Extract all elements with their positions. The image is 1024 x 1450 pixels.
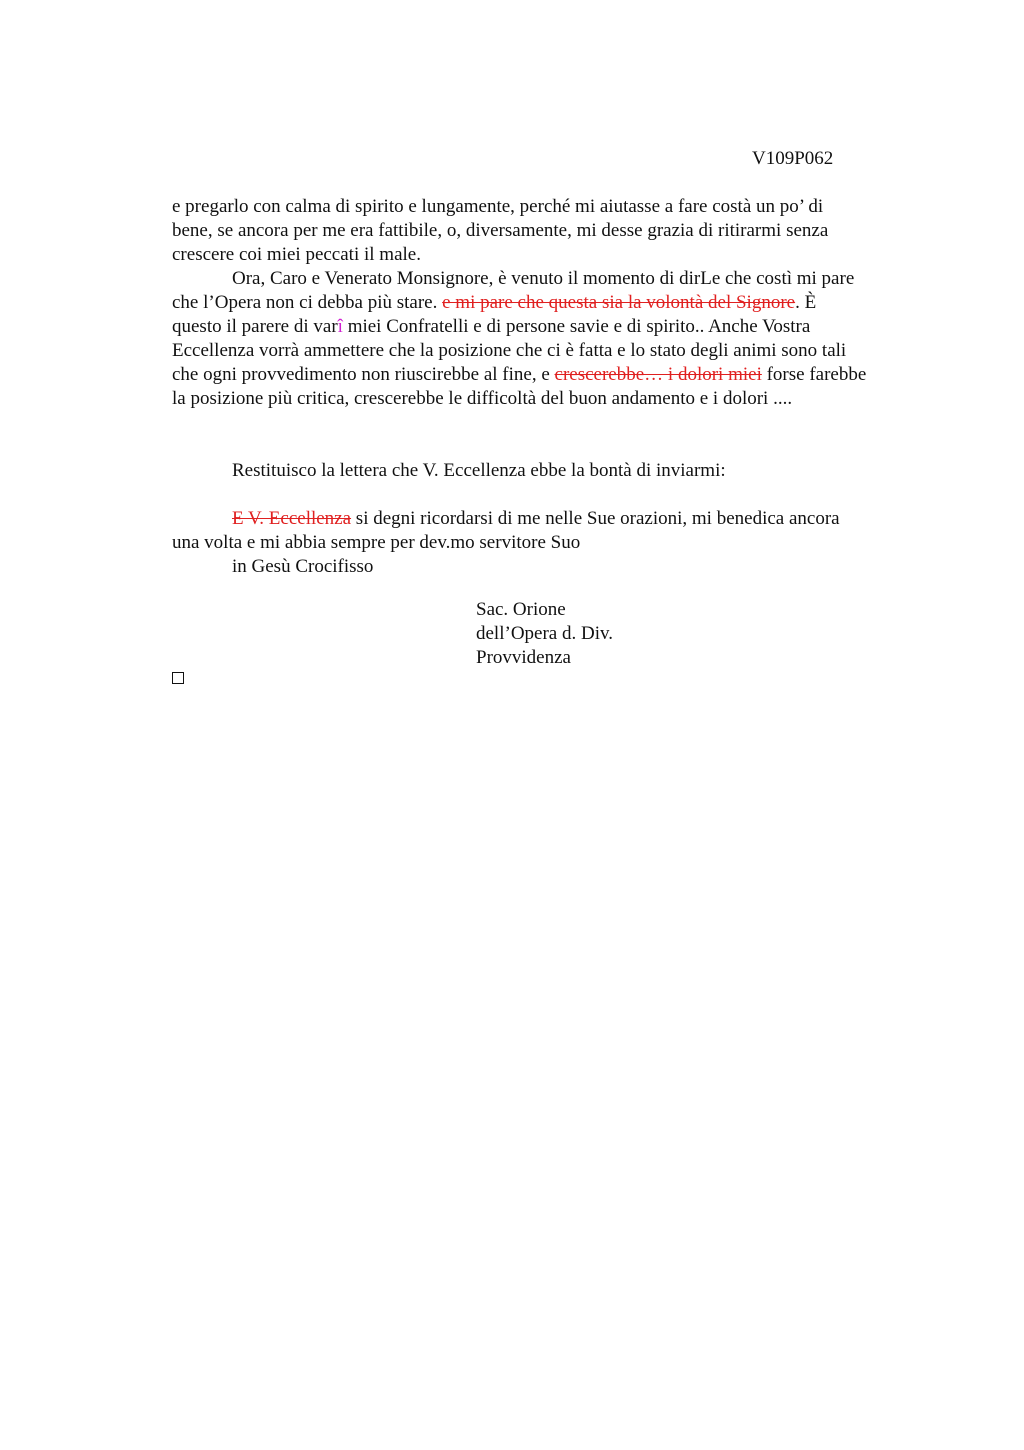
paragraph-2-line-4: Eccellenza vorrà ammettere che la posizione che ci è fatta e lo stato degli animi sono tali [172, 340, 847, 361]
paragraph-4-line-3: in Gesù Crocifisso [232, 556, 374, 577]
checkbox-icon [172, 672, 184, 684]
signature-organization-cont: Provvidenza [476, 647, 571, 668]
paragraph-4-line-2: una volta e mi abbia sempre per dev.mo servitore Suo [172, 532, 581, 553]
paragraph-2-line-6: la posizione più critica, crescerebbe le difficoltà del buon andamento e i dolori .... [172, 388, 793, 409]
text-segment: che l’Opera non ci debba più stare. [172, 292, 443, 313]
signature-name: Sac. Orione [476, 599, 566, 620]
text-segment: miei Confratelli e di persone savie e di spirito.. Anche Vostra [342, 316, 811, 337]
paragraph-1-line-2: bene, se ancora per me era fattibile, o, diversamente, mi desse grazia di ritirarmi senza [172, 220, 829, 241]
text-segment: che ogni provvedimento non riuscirebbe al fine, e [172, 364, 555, 385]
paragraph-4-line-1 [172, 507, 932, 531]
deleted-text: e mi pare che questa sia la volontà del Signore [442, 292, 796, 313]
paragraph-2-line-2 [172, 291, 932, 315]
paragraph-1-line-1: e pregarlo con calma di spirito e lungamente, perché mi aiutasse a fare costà un po’ di [172, 196, 824, 217]
paragraph-2-line-1: Ora, Caro e Venerato Monsignore, è venuto il momento di dirLe che costì mi pare [232, 268, 855, 289]
spacer [172, 483, 932, 507]
spacer [172, 435, 932, 459]
inserted-character: î [337, 316, 343, 337]
paragraph-3: Restituisco la lettera che V. Eccellenza ebbe la bontà di inviarmi: [232, 460, 726, 481]
document-code: V109P062 [752, 148, 834, 169]
text-segment: questo il parere di var [172, 316, 338, 337]
text-segment: si degni ricordarsi di me nelle Sue orazioni, mi benedica ancora [351, 508, 840, 529]
letter-body [172, 195, 932, 579]
paragraph-2-line-3 [172, 315, 932, 339]
text-segment: . È [795, 292, 817, 313]
paragraph-2-line-5 [172, 363, 932, 387]
deleted-text: crescerebbe… i dolori miei [554, 364, 762, 385]
text-segment: forse farebbe [761, 364, 867, 385]
deleted-text: E V. Eccellenza [232, 508, 352, 529]
signature-block [476, 598, 613, 670]
paragraph-1-line-3: crescere coi miei peccati il male. [172, 244, 421, 265]
signature-organization: dell’Opera d. Div. [476, 623, 613, 644]
spacer [172, 411, 932, 435]
